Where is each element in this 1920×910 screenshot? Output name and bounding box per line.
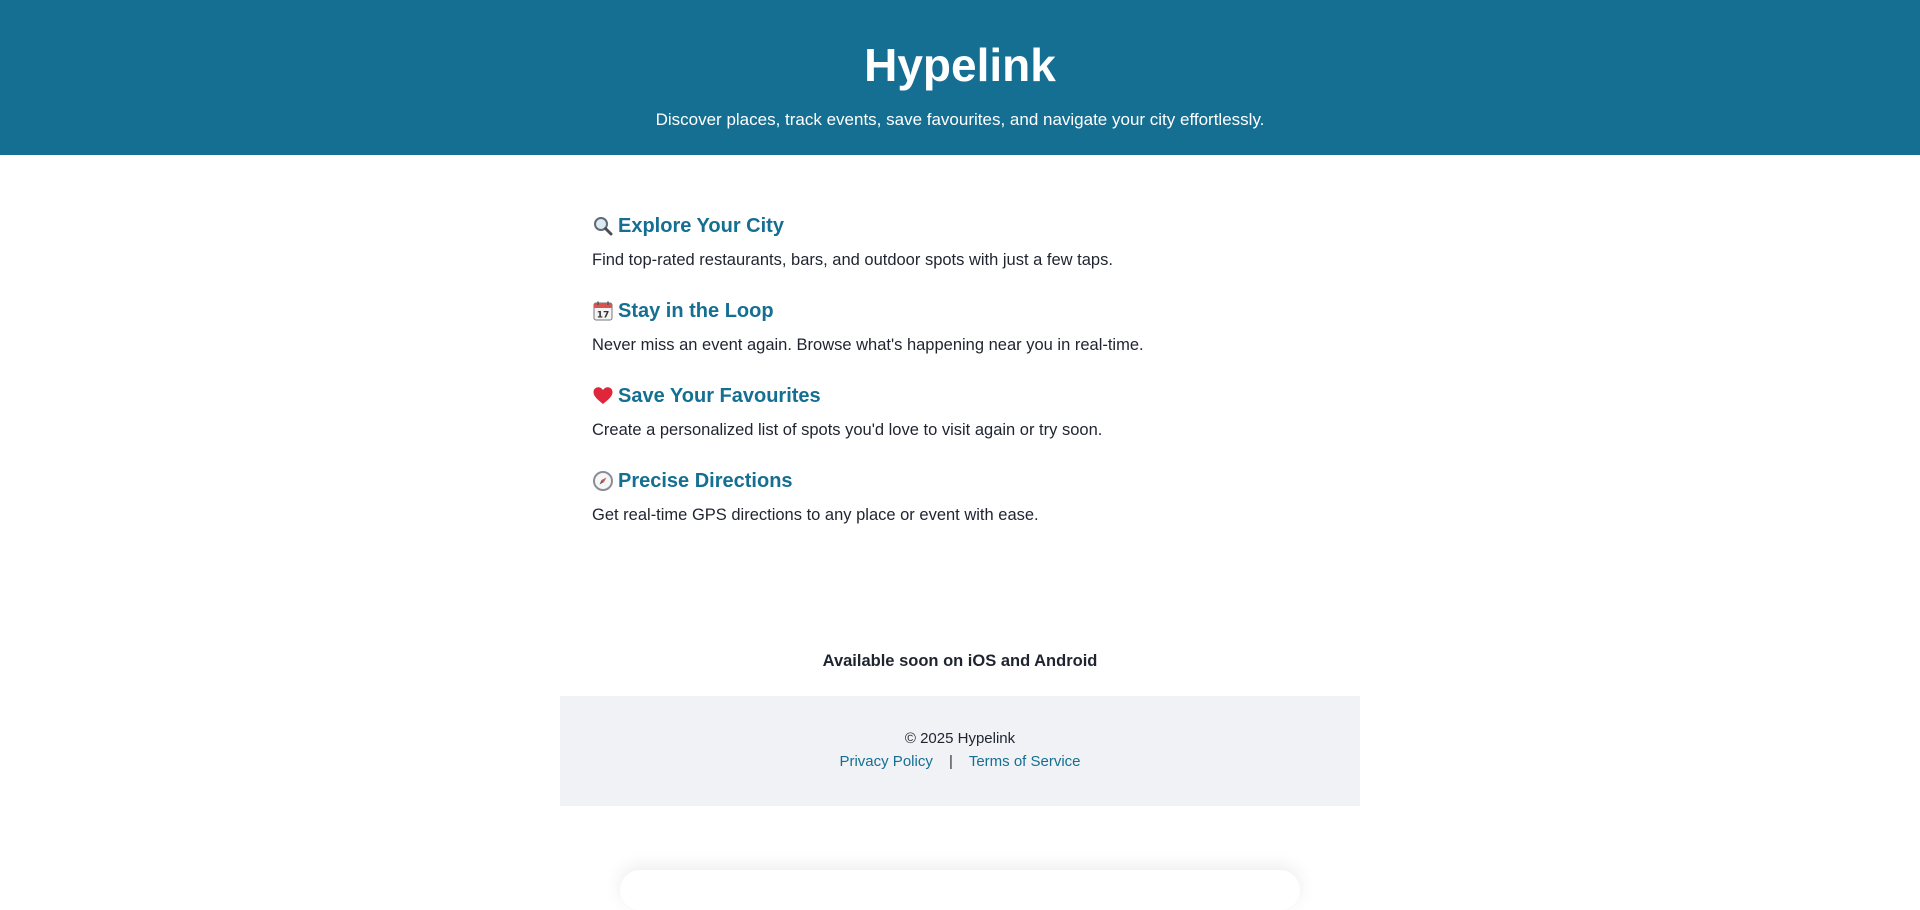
svg-text:17: 17 — [596, 310, 610, 321]
feature-title-text: Precise Directions — [618, 470, 793, 492]
feature-description: Never miss an event again. Browse what's happening near you in real-time. — [592, 336, 1144, 354]
site-tagline: Discover places, track events, save favourites, and navigate your city effortlessly. — [655, 110, 1265, 129]
site-footer — [560, 696, 1360, 806]
site-header — [0, 0, 1920, 155]
terms-of-service-link[interactable]: Terms of Service — [968, 753, 1081, 770]
feature-title — [592, 383, 1360, 409]
privacy-policy-link[interactable]: Privacy Policy — [839, 753, 933, 770]
feature-directions — [592, 468, 1360, 525]
feature-title — [592, 213, 1360, 239]
feature-description: Create a personalized list of spots you'd love to visit again or try soon. — [592, 421, 1103, 439]
feature-title-text: Explore Your City — [618, 215, 784, 237]
feature-title-text: Save Your Favourites — [618, 385, 821, 407]
footer-separator: | — [949, 753, 953, 770]
bottom-overlay-edge — [620, 870, 1300, 910]
availability-note: Available soon on iOS and Android — [822, 652, 1098, 670]
footer-links — [560, 752, 1360, 772]
feature-title — [592, 468, 1360, 494]
features-section — [560, 155, 1360, 525]
heart-icon — [592, 385, 614, 407]
copyright: © 2025 Hypelink — [904, 730, 1016, 747]
feature-description: Find top-rated restaurants, bars, and outdoor spots with just a few taps. — [592, 251, 1113, 269]
magnifier-icon — [592, 215, 614, 237]
feature-favourites — [592, 383, 1360, 440]
calendar-icon — [592, 300, 614, 322]
feature-explore — [592, 213, 1360, 270]
feature-title — [592, 298, 1360, 324]
feature-title-text: Stay in the Loop — [618, 300, 774, 322]
compass-icon — [592, 470, 614, 492]
site-title: Hypelink — [864, 39, 1056, 91]
feature-events — [592, 298, 1360, 355]
feature-description: Get real-time GPS directions to any place or event with ease. — [592, 506, 1039, 524]
